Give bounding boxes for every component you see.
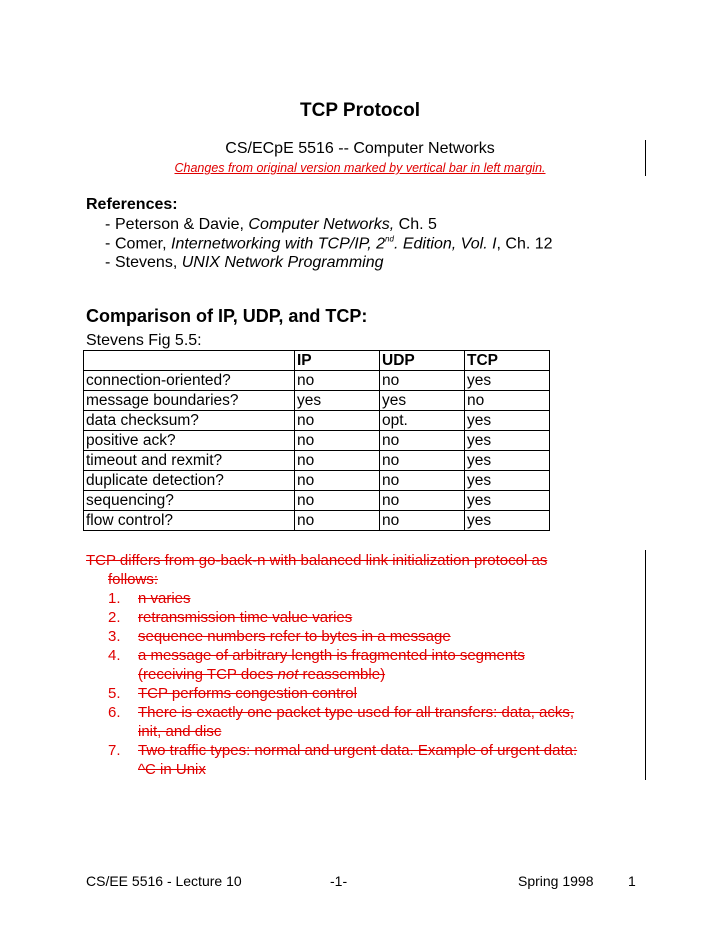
table-cell: yes [465,491,550,511]
table-cell: yes [295,391,380,411]
comparison-table [83,350,550,531]
table-cell: yes [465,511,550,531]
struck-list-item: 1. n varies [108,590,191,607]
table-row [84,411,550,431]
table-cell: connection-oriented? [84,371,295,391]
table-cell: opt. [380,411,465,431]
table-cell: message boundaries? [84,391,295,411]
struck-list-item: 4. a message of arbitrary length is fragmented into segments [108,647,525,664]
table-cell: no [295,451,380,471]
table-cell: yes [465,471,550,491]
table-cell: no [295,431,380,451]
table-cell: flow control? [84,511,295,531]
reference-author: Comer, [115,235,172,253]
table-cell: no [380,371,465,391]
reference-work: Computer Networks, [248,216,395,233]
reference-item: - Comer, Internetworking with TCP/IP, 2nd. Edition, Vol. I, Ch. 12 [105,235,553,253]
reference-item: - Stevens, UNIX Network Programming [105,254,384,271]
struck-list-item-cont: (receiving TCP does not reassemble) [138,666,386,683]
reference-work: UNIX Network Programming [181,254,384,271]
table-cell: no [295,411,380,431]
table-row [84,391,550,411]
changes-note: Changes from original version marked by vertical bar in left margin. [174,161,546,175]
reference-rest: , Ch. 12 [496,235,553,253]
table-cell: yes [465,431,550,451]
struck-list-item: 3. sequence numbers refer to bytes in a message [108,628,451,645]
struck-list-item-cont: init, and disc [138,723,222,740]
figure-label: Stevens Fig 5.5: [86,332,202,349]
reference-rest: Ch. 5 [394,216,437,233]
table-cell: no [380,431,465,451]
table-cell: duplicate detection? [84,471,295,491]
references-heading: References: [86,196,178,213]
table-cell: no [380,491,465,511]
header-cell: TCP [465,351,550,371]
footer-center: -1- [330,873,348,889]
table-cell: timeout and rexmit? [84,451,295,471]
table-cell: yes [465,411,550,431]
footer-left: CS/EE 5516 - Lecture 10 [86,873,242,889]
change-bar [645,550,646,780]
struck-list-item: 7. Two traffic types: normal and urgent data. Example of urgent data: [108,742,578,759]
table-row [84,451,550,471]
reference-author: Peterson & Davie, [115,216,249,233]
table-cell: yes [380,391,465,411]
table-row [84,471,550,491]
table-cell: no [380,451,465,471]
header-cell: IP [295,351,380,371]
reference-author: Stevens, [115,254,182,271]
table-cell: no [295,471,380,491]
struck-intro-line: TCP differs from go-back-n with balanced link initialization protocol as [86,552,548,569]
reference-work: Internetworking with TCP/IP, 2 [171,235,386,253]
table-cell: sequencing? [84,491,295,511]
footer-right: Spring 1998 [518,873,594,889]
header-cell: UDP [380,351,465,371]
reference-sup: nd [385,235,394,244]
header-cell [84,351,295,371]
table-cell: yes [465,371,550,391]
struck-intro-line: follows: [108,571,159,588]
table-cell: no [295,511,380,531]
table-cell: no [380,511,465,531]
table-cell: no [295,491,380,511]
table-header-row [84,351,550,371]
table-cell: yes [465,451,550,471]
page-number: 1 [628,873,636,889]
table-row [84,491,550,511]
table-cell: data checksum? [84,411,295,431]
table-cell: no [380,471,465,491]
struck-list-item: 6. There is exactly one packet type used for all transfers: data, acks, [108,704,575,721]
table-cell: no [465,391,550,411]
struck-list-item: 5. TCP performs congestion control [108,685,357,702]
reference-work-cont: . Edition, Vol. I [393,235,497,253]
course-name: CS/ECpE 5516 -- Computer Networks [225,140,495,157]
table-row [84,431,550,451]
change-bar [645,140,646,176]
table-row [84,511,550,531]
reference-item: - Peterson & Davie, Computer Networks, Ch. 5 [105,216,437,233]
table-cell: positive ack? [84,431,295,451]
page-title: TCP Protocol [300,100,420,121]
struck-list-item: 2. retransmission time value varies [108,609,353,626]
comparison-heading: Comparison of IP, UDP, and TCP: [86,306,368,326]
table-cell: no [295,371,380,391]
struck-list-item-cont: ^C in Unix [138,761,206,778]
table-row [84,371,550,391]
